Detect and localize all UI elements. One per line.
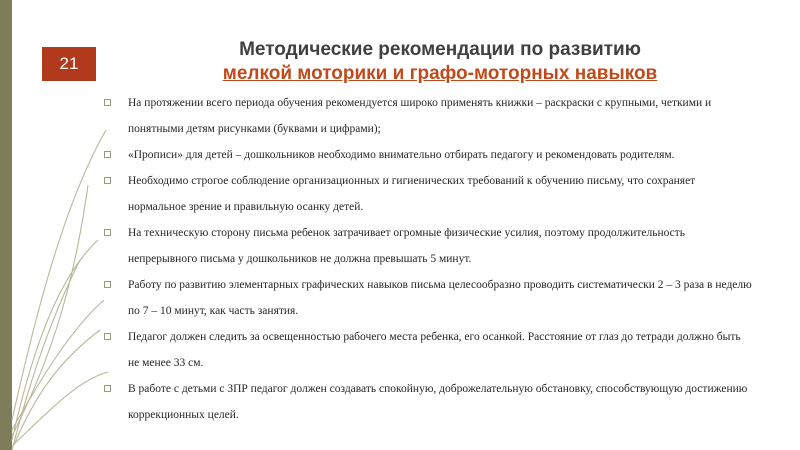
bullet-text: «Прописи» для детей – дошкольников необходимо внимательно отбирать педагогу и рекомендовать родителям.: [128, 149, 675, 161]
bullet-text: Необходимо строгое соблюдение организационных и гигиенических требований к обучению письму, что сохраняет нормальное зрение и правильную осанку детей.: [128, 175, 696, 213]
bullet-text: Педагог должен следить за освещенностью рабочего места ребенка, его осанкой. Расстояние от глаз до тетради должно быть не менее 33 см.: [128, 331, 741, 369]
bullet-square-icon: [104, 99, 111, 106]
bullet-item: [104, 90, 754, 142]
bullet-text: На протяжении всего периода обучения рекомендуется широко применять книжки – раскраски с крупными, четкими и понятными детям рисунками (буквами и цифрами);: [128, 97, 712, 135]
bullet-text: На техническую сторону письма ребенок затрачивает огромные физические усилия, поэтому продолжительность непрерывного письма у дошкольников не должна превышать 5 минут.: [128, 227, 686, 265]
bullet-square-icon: [104, 151, 111, 158]
bullet-square-icon: [104, 177, 111, 184]
bullet-item: [104, 220, 754, 272]
bullet-item: [104, 324, 754, 376]
bullet-text: В работе с детьми с ЗПР педагог должен создавать спокойную, доброжелательную обстановку, способствующую достижению коррекционных целей.: [128, 383, 748, 421]
bullet-item: [104, 272, 754, 324]
slide-title: [120, 38, 760, 86]
bullet-square-icon: [104, 229, 111, 236]
title-line-1: Методические рекомендации по развитию: [239, 39, 641, 60]
bullet-square-icon: [104, 333, 111, 340]
bullet-square-icon: [104, 281, 111, 288]
bullet-item: [104, 376, 754, 428]
bullet-text: Работу по развитию элементарных графических навыков письма целесообразно проводить систематически 2 – 3 раза в неделю по 7 – 10 минут, как часть занятия.: [128, 279, 752, 317]
bullet-item: [104, 168, 754, 220]
bullet-list: [104, 90, 754, 428]
slide-number: 21: [42, 47, 96, 81]
bullet-square-icon: [104, 385, 111, 392]
title-line-2: мелкой моторики и графо-моторных навыков: [222, 63, 658, 84]
bullet-item: [104, 142, 754, 168]
